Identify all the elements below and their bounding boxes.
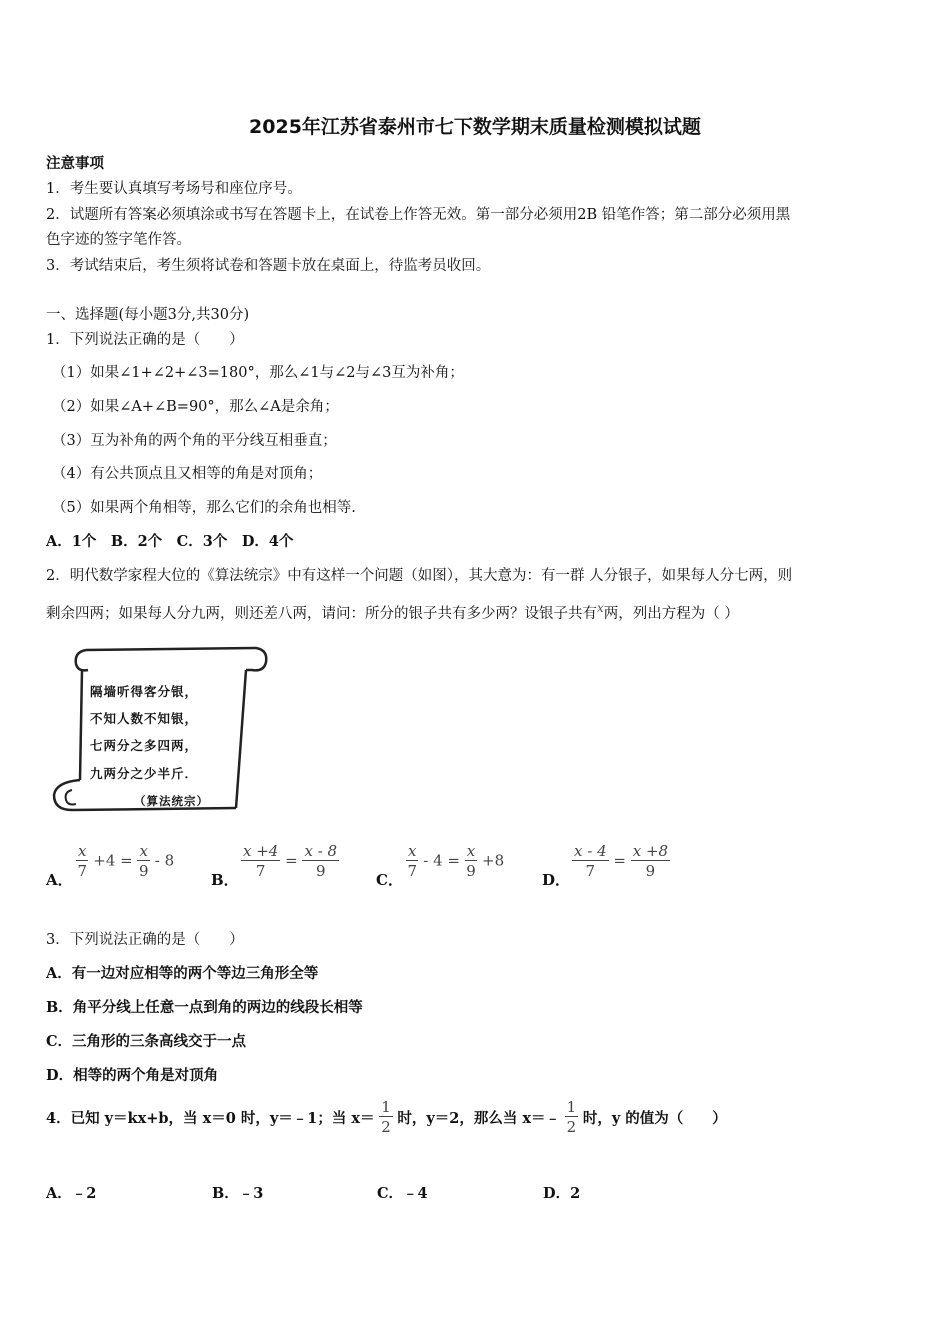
frac-denominator: 7 (77, 862, 87, 880)
frac-denominator: 9 (316, 862, 326, 880)
q4-option-a: A．﹣2 (46, 1185, 97, 1202)
q2-stem-part1: 剩余四两；如果每人分九两，则还差八两，请问：所分的银子共有多少两？设银子共有 (46, 606, 597, 622)
q2-stem-line1: 2．明代数学家程大位的《算法统宗》中有这样一个问题（如图），其大意为：有一群 人分银子，如果每人分七两，则 (46, 568, 793, 584)
page-title: 2025年江苏省泰州市七下数学期末质量检测模拟试题 (249, 116, 701, 138)
frac-numerator: x (466, 842, 476, 860)
formula-operator: - 4 = (423, 851, 460, 870)
scroll-line-5: （算法统宗） (134, 794, 209, 808)
q4-fraction-1 (379, 1098, 393, 1137)
formula-operator: +4 = (93, 851, 133, 870)
frac-numerator: x - 8 (304, 842, 338, 860)
q2-options (46, 842, 906, 892)
frac-numerator: 1 (381, 1098, 391, 1116)
q4-option-c: C．﹣4 (377, 1185, 428, 1202)
frac-denominator: 2 (566, 1118, 577, 1136)
frac-denominator: 9 (138, 862, 149, 880)
notice-heading: 注意事项 (46, 155, 104, 172)
q4-stem (46, 1098, 727, 1137)
frac-numerator: x (78, 842, 87, 860)
notice-item-1: 1．考生要认真填写考场号和座位序号。 (46, 181, 302, 197)
q1-options: A．1个 B．2个 C．3个 D．4个 (46, 533, 294, 550)
formula-tail: +8 (482, 851, 505, 870)
q2-variable: x (597, 601, 604, 615)
q2-option-d-formula (572, 842, 670, 881)
scroll-line-1: 隔墙听得客分银， (90, 684, 199, 699)
q4-stem-part2: 时，y＝2，那么当 x＝﹣ (397, 1110, 561, 1127)
scroll-line-3: 七两分之多四两， (90, 738, 199, 753)
q2-option-b-formula (241, 842, 339, 881)
q2-option-c-formula (406, 842, 504, 881)
q3-option-d: D．相等的两个角是对顶角 (46, 1067, 219, 1084)
scroll-line-2: 不知人数不知银， (90, 711, 199, 726)
formula-tail: - 8 (154, 851, 175, 870)
q1-statement-4: （4）有公共顶点且又相等的角是对顶角； (52, 466, 323, 482)
notice-item-2-cont: 色字迹的签字笔作答。 (46, 232, 191, 248)
q2-option-a-formula (76, 842, 174, 881)
q3-stem: 3．下列说法正确的是（ ） (46, 932, 244, 948)
q1-statement-1: （1）如果∠1+∠2+∠3=180°，那么∠1与∠2与∠3互为补角； (52, 365, 464, 381)
notice-item-3: 3．考试结束后，考生须将试卷和答题卡放在桌面上，待监考员收回。 (46, 258, 491, 274)
frac-numerator: 1 (566, 1098, 577, 1116)
q3-option-c: C．三角形的三条高线交于一点 (46, 1033, 247, 1050)
frac-numerator: x - 4 (574, 842, 607, 860)
frac-numerator: x +8 (632, 842, 669, 860)
notice-item-2: 2．试题所有答案必须填涂或书写在答题卡上，在试卷上作答无效。第一部分必须用2B 铅笔作答；第二部分必须用黑 (46, 207, 791, 223)
q1-statement-5: （5）如果两个角相等，那么它们的余角也相等. (52, 500, 356, 516)
q3-option-a: A．有一边对应相等的两个等边三角形全等 (46, 965, 319, 982)
q1-statement-2: （2）如果∠A+∠B=90°，那么∠A是余角； (52, 399, 339, 415)
frac-denominator: 7 (255, 862, 266, 880)
q1-statement-3: （3）互为补角的两个角的平分线互相垂直； (52, 433, 337, 449)
frac-denominator: 7 (407, 862, 417, 880)
q2-option-a-letter: A． (46, 871, 73, 889)
q2-stem-line2 (46, 601, 739, 623)
q2-option-d-letter: D． (542, 871, 571, 889)
q4-stem-part1: 4．已知 y＝kx+b，当 x＝0 时，y＝﹣1；当 x＝ (46, 1110, 375, 1127)
frac-denominator: 2 (381, 1118, 391, 1136)
frac-denominator: 7 (585, 862, 596, 880)
q4-option-d: D．2 (543, 1185, 581, 1202)
frac-numerator: x (139, 842, 148, 860)
formula-operator: = (285, 851, 298, 870)
frac-denominator: 9 (645, 862, 656, 880)
scroll-illustration (46, 640, 270, 820)
q2-stem-part2: 两，列出方程为（ ） (603, 606, 739, 622)
scroll-line-4: 九两分之少半斤． (90, 766, 199, 781)
q2-option-c-letter: C． (376, 871, 403, 889)
q4-stem-part3: 时，y 的值为（ ） (582, 1110, 727, 1127)
q2-option-b-letter: B． (211, 871, 239, 889)
q1-stem: 1．下列说法正确的是（ ） (46, 332, 244, 348)
q3-option-b: B．角平分线上任意一点到角的两边的线段长相等 (46, 999, 363, 1016)
section-heading: 一、选择题(每小题3分,共30分) (46, 307, 250, 323)
q4-option-b: B．﹣3 (212, 1185, 264, 1202)
formula-operator: = (613, 851, 626, 870)
frac-numerator: x +4 (243, 842, 279, 860)
frac-denominator: 9 (466, 862, 476, 880)
frac-numerator: x (408, 842, 417, 860)
q4-fraction-2 (565, 1098, 579, 1137)
